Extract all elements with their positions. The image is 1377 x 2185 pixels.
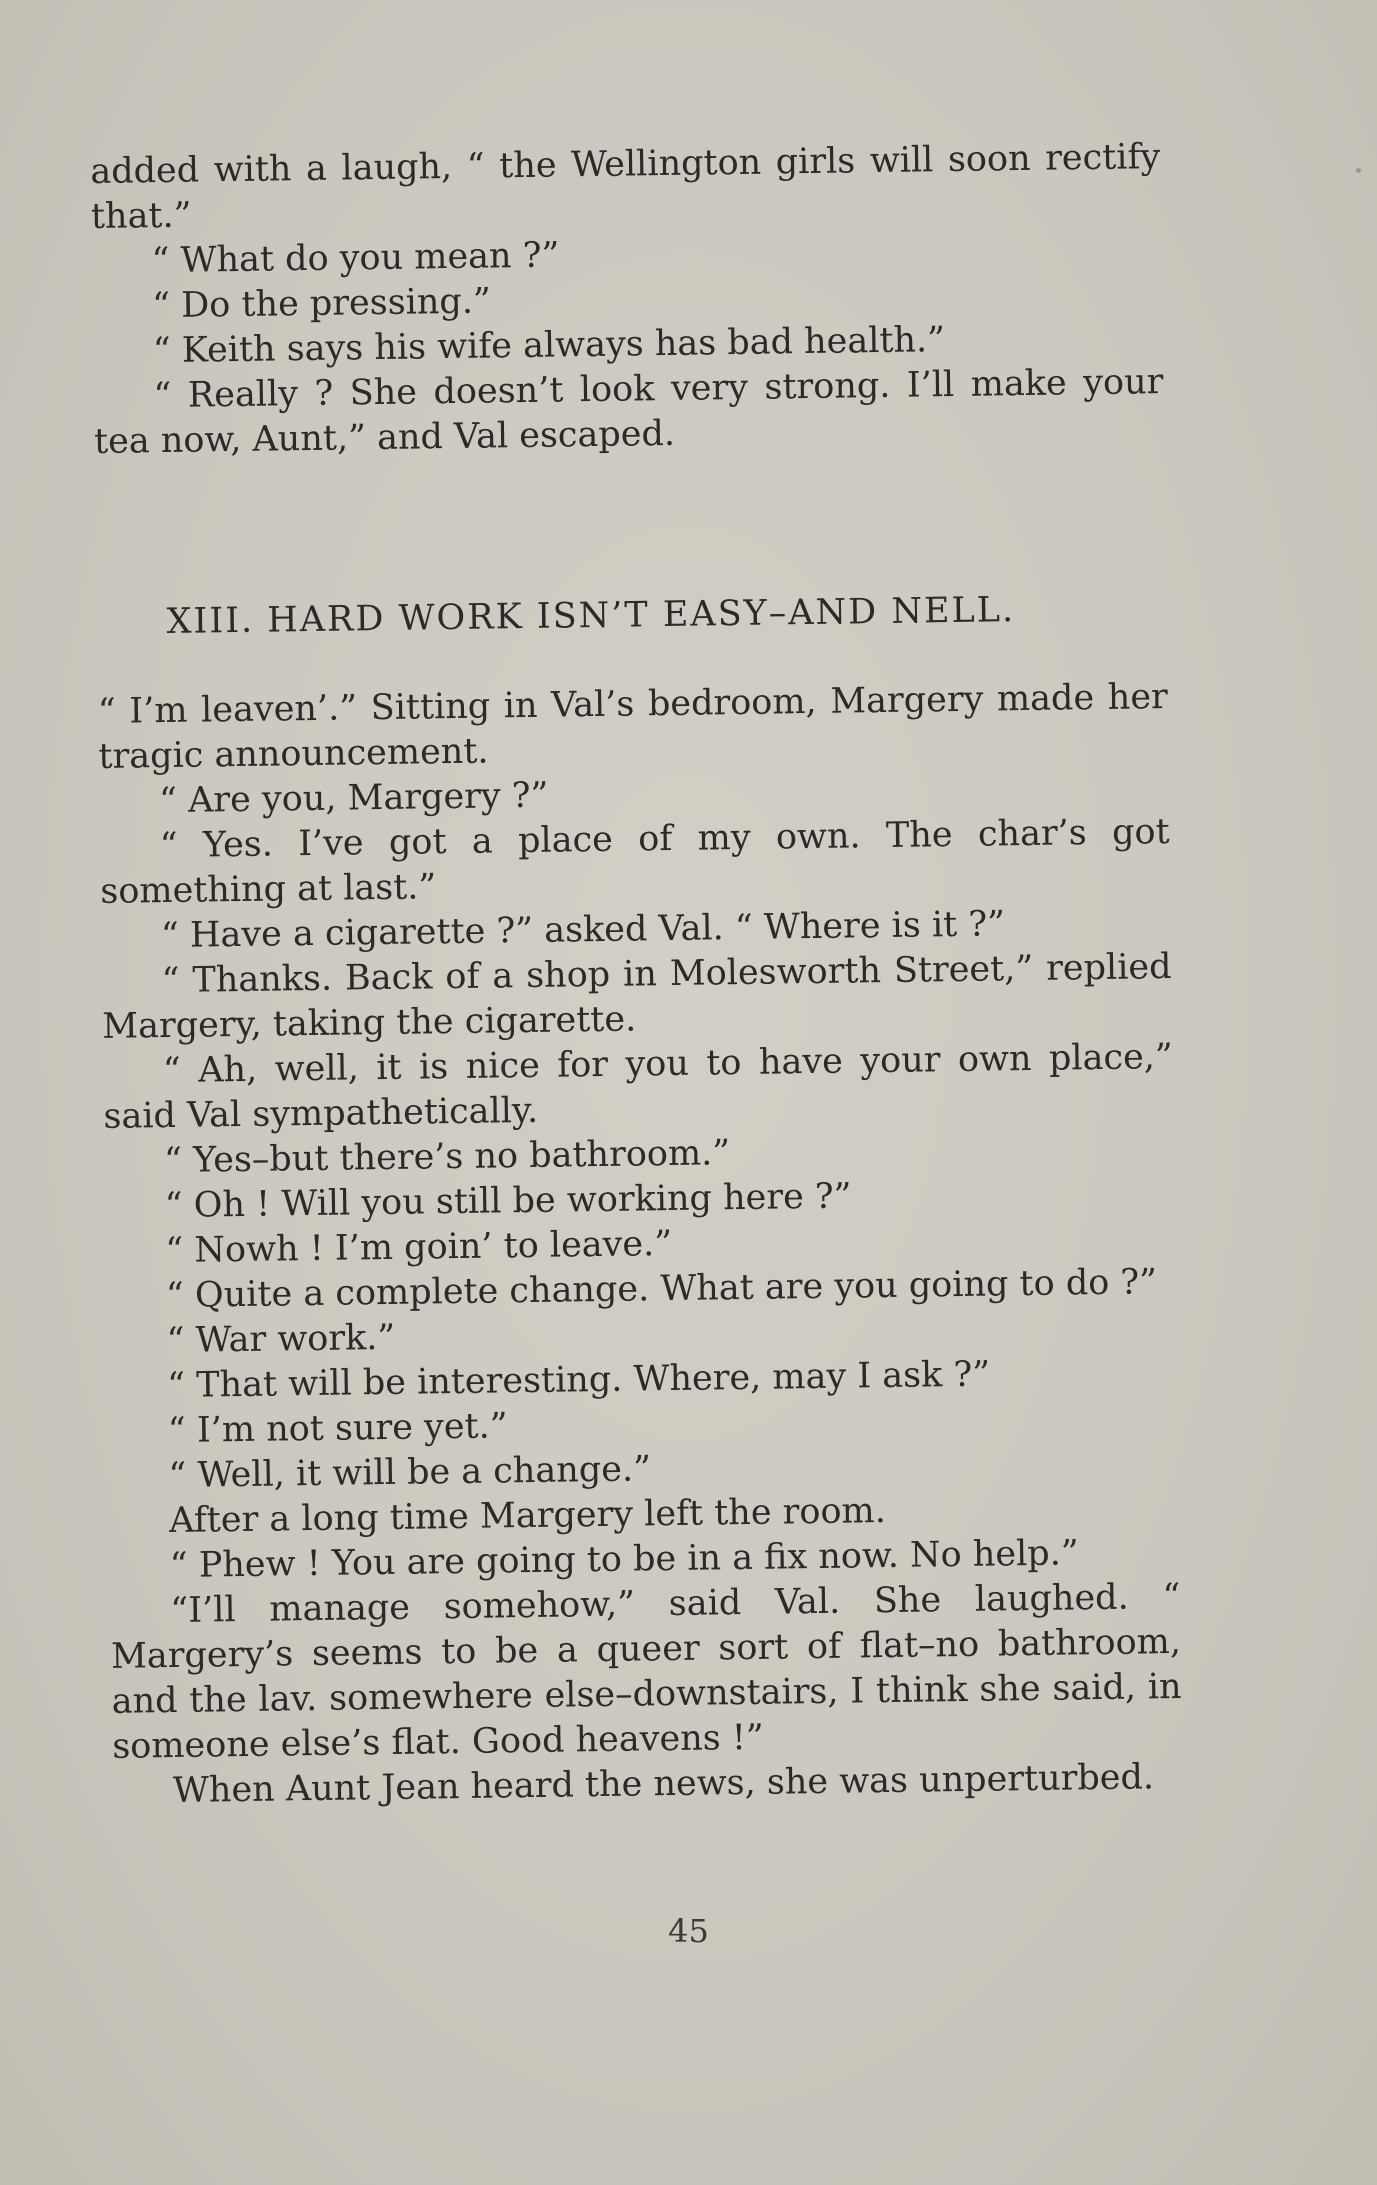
- paragraph: “ Do the pressing.”: [151, 281, 492, 327]
- paragraph: “ That will be interesting. Where, may I ask ?”: [166, 1354, 991, 1407]
- paragraph: “ Are you, Margery ?”: [158, 775, 549, 822]
- paragraph: “ Well, it will be a change.”: [168, 1449, 652, 1497]
- paragraph: “ Ah, well, it is nice for you to have your own place,” said Val sympathetically.: [103, 1036, 1174, 1137]
- paragraph: After a long time Margery left the room.: [168, 1491, 887, 1542]
- paragraph: “ Phew ! You are going to be in a fix now. No help.”: [169, 1533, 1079, 1587]
- paragraph: “ Thanks. Back of a shop in Molesworth Street,” replied Margery, taking the cigarette.: [101, 946, 1172, 1047]
- paragraph: “ Oh ! Will you still be working here ?”: [164, 1176, 852, 1227]
- paragraph: “I’ll manage somehow,” said Val. She laughed. “ Margery’s seems to be a queer sort of flat–no bathroom, and the lav. somewhere else–downstairs, I think she said, in someone else’s flat. Good heavens !”: [110, 1576, 1182, 1767]
- page-number: 45: [668, 1912, 709, 1950]
- paragraph: “ What do you mean ?”: [151, 235, 560, 282]
- paragraph: “ I’m leaven’.” Sitting in Val’s bedroom, Margery made her tragic announcement.: [97, 677, 1169, 777]
- paragraph: “ Yes–but there’s no bathroom.”: [163, 1133, 731, 1182]
- paragraph: When Aunt Jean heard the news, she was unperturbed.: [172, 1757, 1155, 1812]
- paragraph: “ Really ? She doesn’t look very strong. I’ll make your tea now, Aunt,” and Val escaped.: [93, 362, 1164, 462]
- chapter-heading: XIII. HARD WORK ISN’T EASY–AND NELL.: [166, 590, 1016, 642]
- paragraph: “ Have a cigarette ?” asked Val. “ Where is it ?”: [160, 904, 1006, 957]
- paragraph: “ Nowh ! I’m goin’ to leave.”: [165, 1223, 673, 1272]
- page-text: [90, 135, 1183, 1815]
- paragraph: “ War work.”: [166, 1317, 396, 1362]
- paragraph: “ Keith says his wife always has bad health.”: [152, 320, 946, 372]
- paragraph: “ Yes. I’ve got a place of my own. The char’s got something at last.”: [100, 811, 1170, 912]
- paper-speck: [1356, 168, 1361, 173]
- paragraph: “ I’m not sure yet.”: [167, 1406, 508, 1452]
- paragraph: “ Quite a complete change. What are you going to do ?”: [165, 1262, 1158, 1317]
- paragraph: added with a laugh, “ the Wellington girls will soon rectify that.”: [90, 137, 1161, 237]
